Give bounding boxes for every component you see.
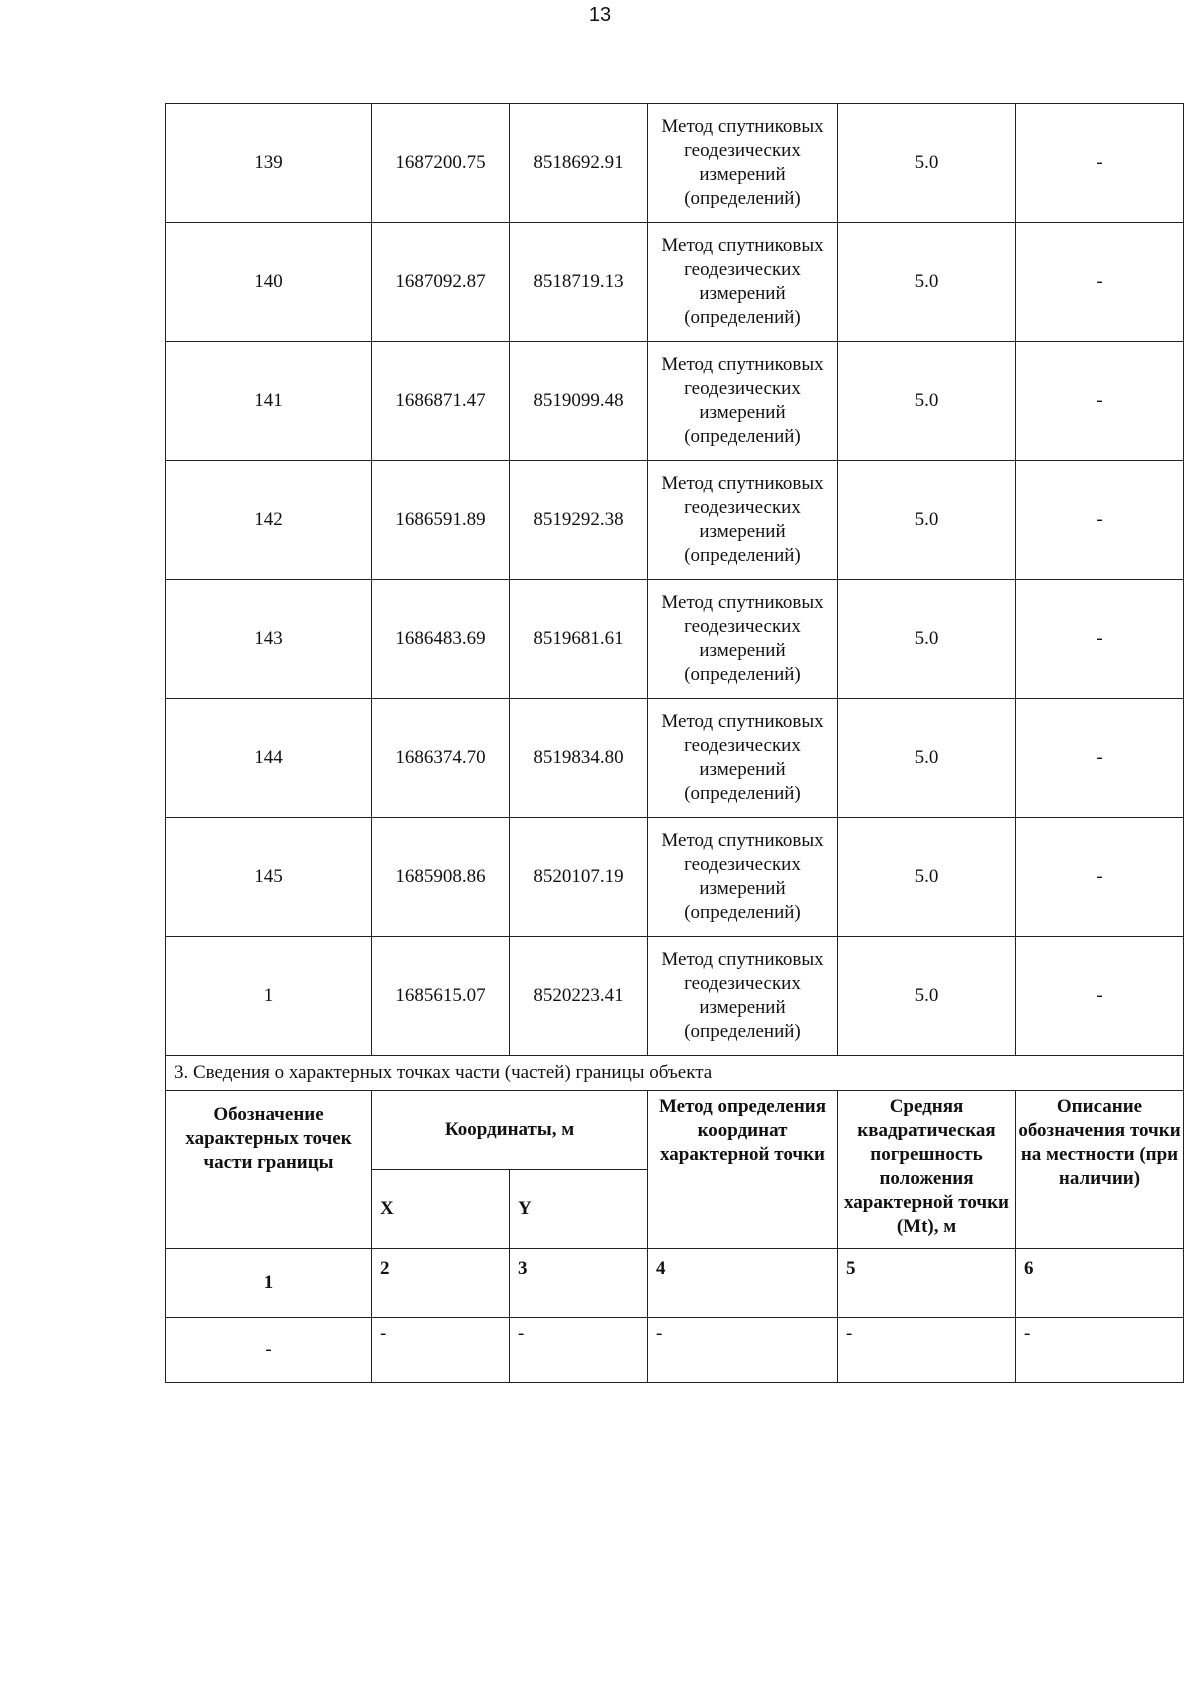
- x-coordinate-cell: 1686374.70: [372, 699, 510, 818]
- column-number-1: 1: [166, 1249, 372, 1318]
- method-cell: Метод спутниковых геодезических измерений (определений): [648, 461, 838, 580]
- empty-cell-3: -: [510, 1318, 648, 1383]
- method-cell: Метод спутниковых геодезических измерений (определений): [648, 342, 838, 461]
- header-point-designation: Обозначение характерных точек части границы: [166, 1091, 372, 1249]
- method-cell: Метод спутниковых геодезических измерений (определений): [648, 937, 838, 1056]
- x-coordinate-cell: 1686591.89: [372, 461, 510, 580]
- x-coordinate-cell: 1687092.87: [372, 223, 510, 342]
- point-cell: 139: [166, 104, 372, 223]
- x-coordinate-cell: 1686483.69: [372, 580, 510, 699]
- y-coordinate-cell: 8519099.48: [510, 342, 648, 461]
- page-number: 13: [588, 4, 612, 26]
- mean-square-error-cell: 5.0: [838, 461, 1016, 580]
- section-3-title: 3. Сведения о характерных точках части (частей) границы объекта: [166, 1056, 1184, 1091]
- description-cell: -: [1016, 818, 1184, 937]
- description-cell: -: [1016, 937, 1184, 1056]
- y-coordinate-cell: 8519681.61: [510, 580, 648, 699]
- method-cell: Метод спутниковых геодезических измерений (определений): [648, 699, 838, 818]
- x-coordinate-cell: 1687200.75: [372, 104, 510, 223]
- point-cell: 140: [166, 223, 372, 342]
- point-cell: 144: [166, 699, 372, 818]
- coordinates-table: [165, 103, 1184, 1383]
- column-number-2: 2: [372, 1249, 510, 1318]
- mean-square-error-cell: 5.0: [838, 937, 1016, 1056]
- x-coordinate-cell: 1686871.47: [372, 342, 510, 461]
- method-cell: Метод спутниковых геодезических измерений (определений): [648, 104, 838, 223]
- description-cell: -: [1016, 699, 1184, 818]
- y-coordinate-cell: 8519834.80: [510, 699, 648, 818]
- header-y: Y: [510, 1170, 648, 1249]
- table-row: [166, 818, 1184, 937]
- method-cell: Метод спутниковых геодезических измерений (определений): [648, 223, 838, 342]
- header-x: X: [372, 1170, 510, 1249]
- method-cell: Метод спутниковых геодезических измерений (определений): [648, 580, 838, 699]
- point-cell: 1: [166, 937, 372, 1056]
- mean-square-error-cell: 5.0: [838, 223, 1016, 342]
- table-row: [166, 223, 1184, 342]
- table-row: [166, 461, 1184, 580]
- point-cell: 142: [166, 461, 372, 580]
- description-cell: -: [1016, 342, 1184, 461]
- column-number-3: 3: [510, 1249, 648, 1318]
- empty-cell-2: -: [372, 1318, 510, 1383]
- header-mean-square-error: Средняя квадратическая погрешность положения характерной точки (Mt), м: [838, 1091, 1016, 1249]
- y-coordinate-cell: 8518692.91: [510, 104, 648, 223]
- mean-square-error-cell: 5.0: [838, 342, 1016, 461]
- description-cell: -: [1016, 223, 1184, 342]
- header-coordinates: Координаты, м: [372, 1091, 648, 1170]
- y-coordinate-cell: 8518719.13: [510, 223, 648, 342]
- description-cell: -: [1016, 580, 1184, 699]
- y-coordinate-cell: 8520107.19: [510, 818, 648, 937]
- mean-square-error-cell: 5.0: [838, 580, 1016, 699]
- y-coordinate-cell: 8519292.38: [510, 461, 648, 580]
- x-coordinate-cell: 1685615.07: [372, 937, 510, 1056]
- column-number-5: 5: [838, 1249, 1016, 1318]
- y-coordinate-cell: 8520223.41: [510, 937, 648, 1056]
- point-cell: 141: [166, 342, 372, 461]
- column-number-4: 4: [648, 1249, 838, 1318]
- description-cell: -: [1016, 461, 1184, 580]
- method-cell: Метод спутниковых геодезических измерений (определений): [648, 818, 838, 937]
- empty-cell-6: -: [1016, 1318, 1184, 1383]
- column-number-6: 6: [1016, 1249, 1184, 1318]
- point-cell: 145: [166, 818, 372, 937]
- table-row: [166, 580, 1184, 699]
- empty-cell-4: -: [648, 1318, 838, 1383]
- table-row: [166, 937, 1184, 1056]
- header-point-description: Описание обозначения точки на местности (при наличии): [1016, 1091, 1184, 1249]
- description-cell: -: [1016, 104, 1184, 223]
- x-coordinate-cell: 1685908.86: [372, 818, 510, 937]
- mean-square-error-cell: 5.0: [838, 699, 1016, 818]
- table-row: [166, 104, 1184, 223]
- empty-cell-5: -: [838, 1318, 1016, 1383]
- empty-cell-1: -: [166, 1318, 372, 1383]
- point-cell: 143: [166, 580, 372, 699]
- mean-square-error-cell: 5.0: [838, 104, 1016, 223]
- mean-square-error-cell: 5.0: [838, 818, 1016, 937]
- table-row: [166, 699, 1184, 818]
- header-method: Метод определения координат характерной точки: [648, 1091, 838, 1249]
- table-row: [166, 342, 1184, 461]
